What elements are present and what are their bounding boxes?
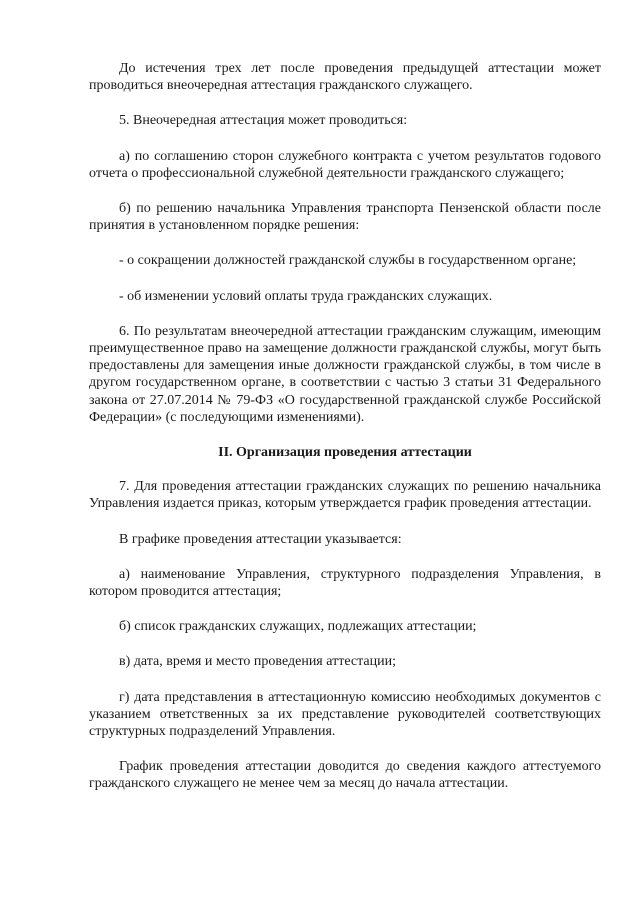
paragraph-schedule-notice: График проведения аттестации доводится до сведения каждого аттестуемого гражданского служащего не менее чем за месяц до начала аттестации. [89,759,601,792]
paragraph-schedule-b: б) список гражданских служащих, подлежащих аттестации; [119,619,477,635]
paragraph-schedule-g: г) дата представления в аттестационную комиссию необходимых документов с указанием ответственных за их представление руководителей соответствующих структурных подразделений Управления. [89,689,601,740]
paragraph-item-5a: а) по соглашению сторон служебного контракта с учетом результатов годового отчета о профессиональной служебной деятельности гражданского служащего; [89,148,601,181]
paragraph-item-6: 6. По результатам внеочередной аттестации гражданским служащим, имеющим преимущественное право на замещение должности гражданской службы, могут быть предоставлены для замещения иные должности гражданской службы, в том числе в другом государственном органе, в соответствии с частью 3 статьи 31 Федерального закона от 27.07.2014 № 79-ФЗ «О государственной гражданской службе Российской Федерации» (с последующими изменениями). [89,323,601,425]
paragraph-item-7: 7. Для проведения аттестации гражданских служащих по решению начальника Управления издается приказ, которым утверждается график проведения аттестации. [89,479,601,512]
paragraph-dash-reduction: - о сокращении должностей гражданской службы в государственном органе; [119,253,577,269]
paragraph-item-5: 5. Внеочередная аттестация может проводиться: [119,113,408,129]
paragraph-schedule-a: а) наименование Управления, структурного подразделения Управления, в котором проводится аттестация; [89,566,601,600]
paragraph-schedule-v: в) дата, время и место проведения аттестации; [119,654,396,670]
paragraph-schedule-contents: В графике проведения аттестации указывается: [119,531,402,547]
document-body [89,60,601,811]
paragraph-item-5b: б) по решению начальника Управления транспорта Пензенской области после принятия в установленном порядке решения: [89,201,601,234]
section-heading-ii: II. Организация проведения аттестации [218,445,472,461]
paragraph-dash-pay-change: - об изменении условий оплаты труда гражданских служащих. [119,288,493,304]
paragraph-early-attestation: До истечения трех лет после проведения предыдущей аттестации может проводиться внеочередная аттестация гражданского служащего. [89,61,601,94]
